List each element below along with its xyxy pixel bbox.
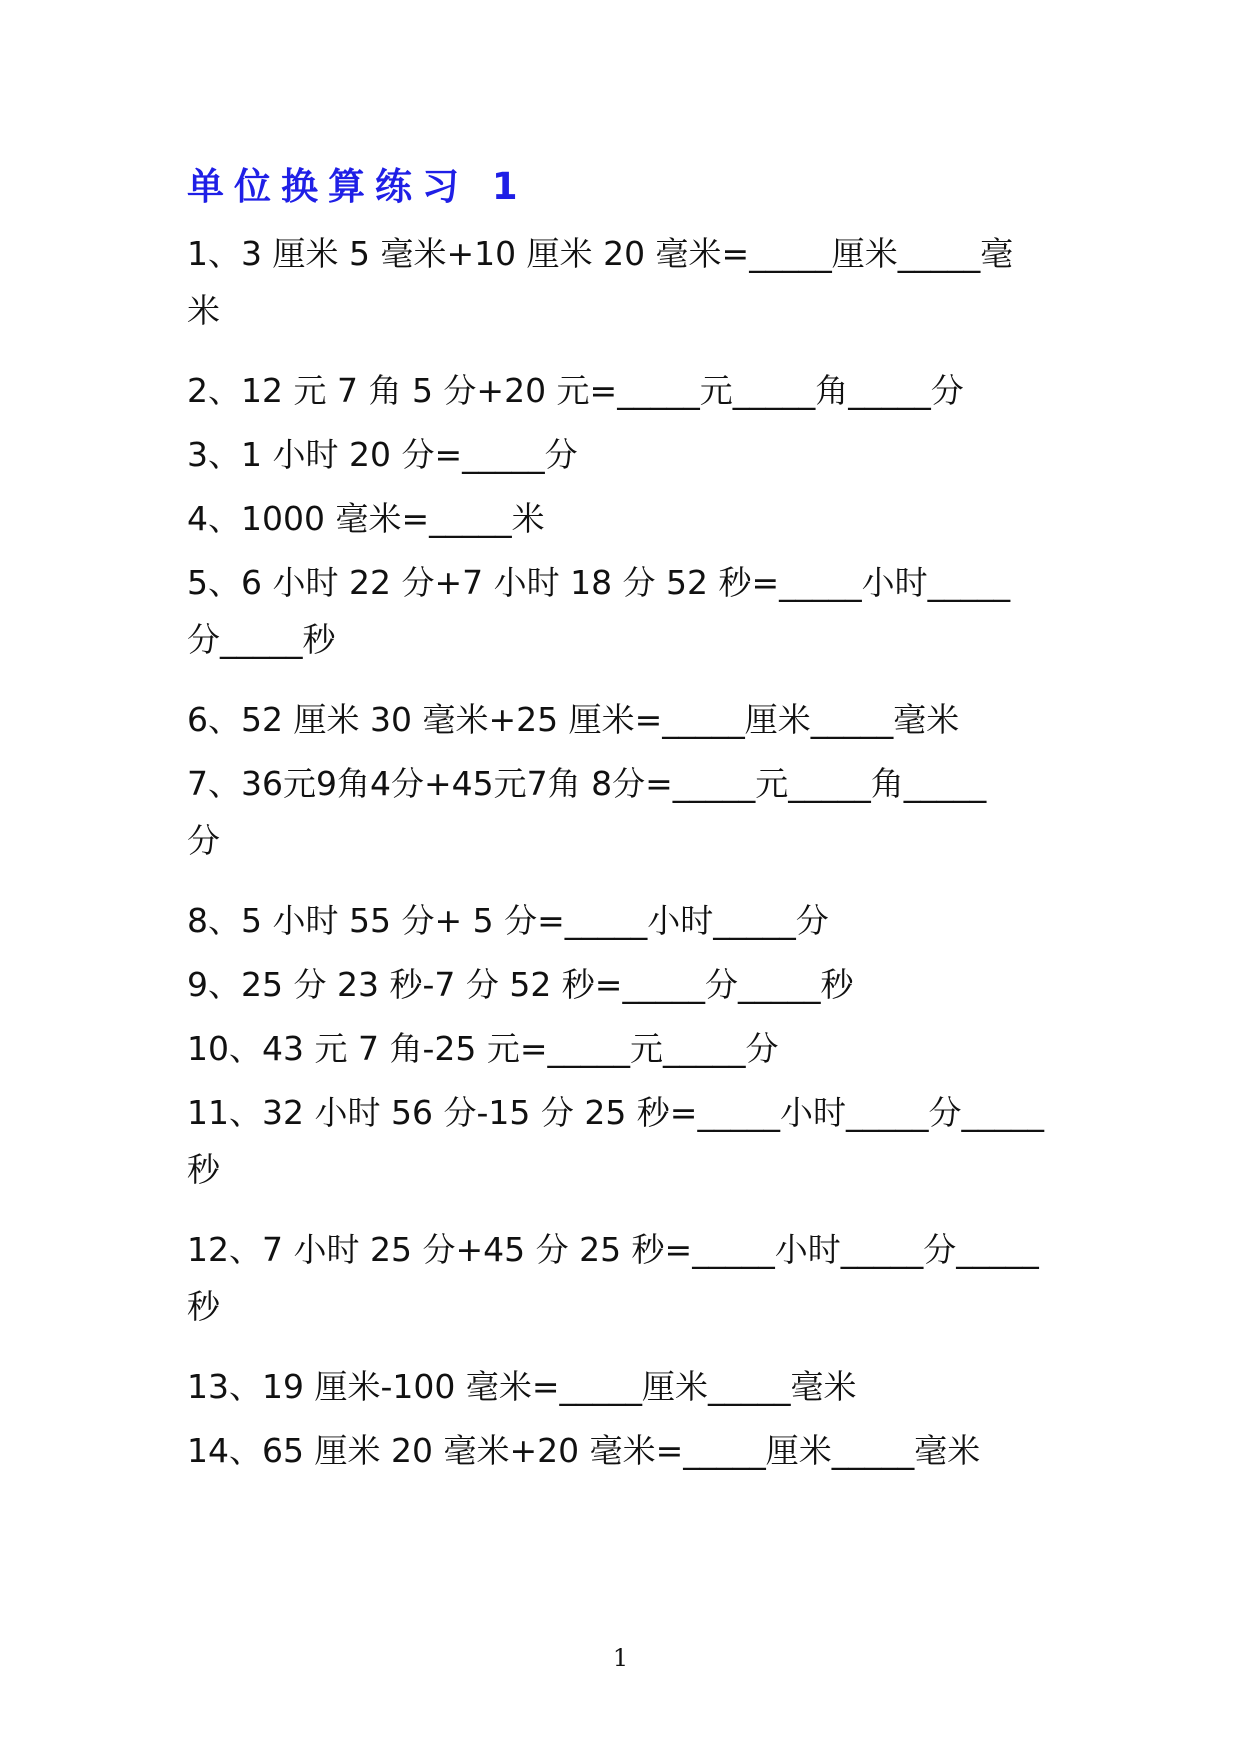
exercise-6-line: 6、52 厘米 30 毫米+25 厘米=_____厘米_____毫米	[187, 700, 960, 739]
exercise-1-line: 1、3 厘米 5 毫米+10 厘米 20 毫米=_____厘米_____毫	[187, 234, 1014, 273]
exercise-3-line: 3、1 小时 20 分=_____分	[187, 435, 578, 474]
exercise-5-line: 5、6 小时 22 分+7 小时 18 分 52 秒=_____小时_____	[187, 563, 1011, 602]
exercise-12-continuation: 秒	[187, 1287, 220, 1326]
exercise-2-line: 2、12 元 7 角 5 分+20 元=_____元_____角_____分	[187, 371, 964, 410]
exercise-7-continuation: 分	[187, 821, 220, 860]
exercise-11-line: 11、32 小时 56 分-15 分 25 秒=_____小时_____分_____	[187, 1093, 1044, 1132]
exercise-4-line: 4、1000 毫米=_____米	[187, 499, 545, 538]
exercise-10-line: 10、43 元 7 角-25 元=_____元_____分	[187, 1029, 779, 1068]
exercise-5-continuation: 分_____秒	[187, 620, 336, 659]
exercise-9-line: 9、25 分 23 秒-7 分 52 秒=_____分_____秒	[187, 965, 854, 1004]
exercise-11-continuation: 秒	[187, 1150, 220, 1189]
exercise-8-line: 8、5 小时 55 分+ 5 分=_____小时_____分	[187, 901, 829, 940]
page-number: 1	[612, 1644, 629, 1672]
exercise-list	[187, 222, 1057, 1483]
exercise-14-line: 14、65 厘米 20 毫米+20 毫米=_____厘米_____毫米	[187, 1431, 981, 1470]
exercise-13-line: 13、19 厘米-100 毫米=_____厘米_____毫米	[187, 1367, 857, 1406]
document-title: 单位换算练习 1	[187, 165, 528, 208]
exercise-7-line: 7、36元9角4分+45元7角 8分=_____元_____角_____	[187, 764, 987, 803]
exercise-1-continuation: 米	[187, 291, 220, 330]
exercise-12-line: 12、7 小时 25 分+45 分 25 秒=_____小时_____分_____	[187, 1230, 1039, 1269]
